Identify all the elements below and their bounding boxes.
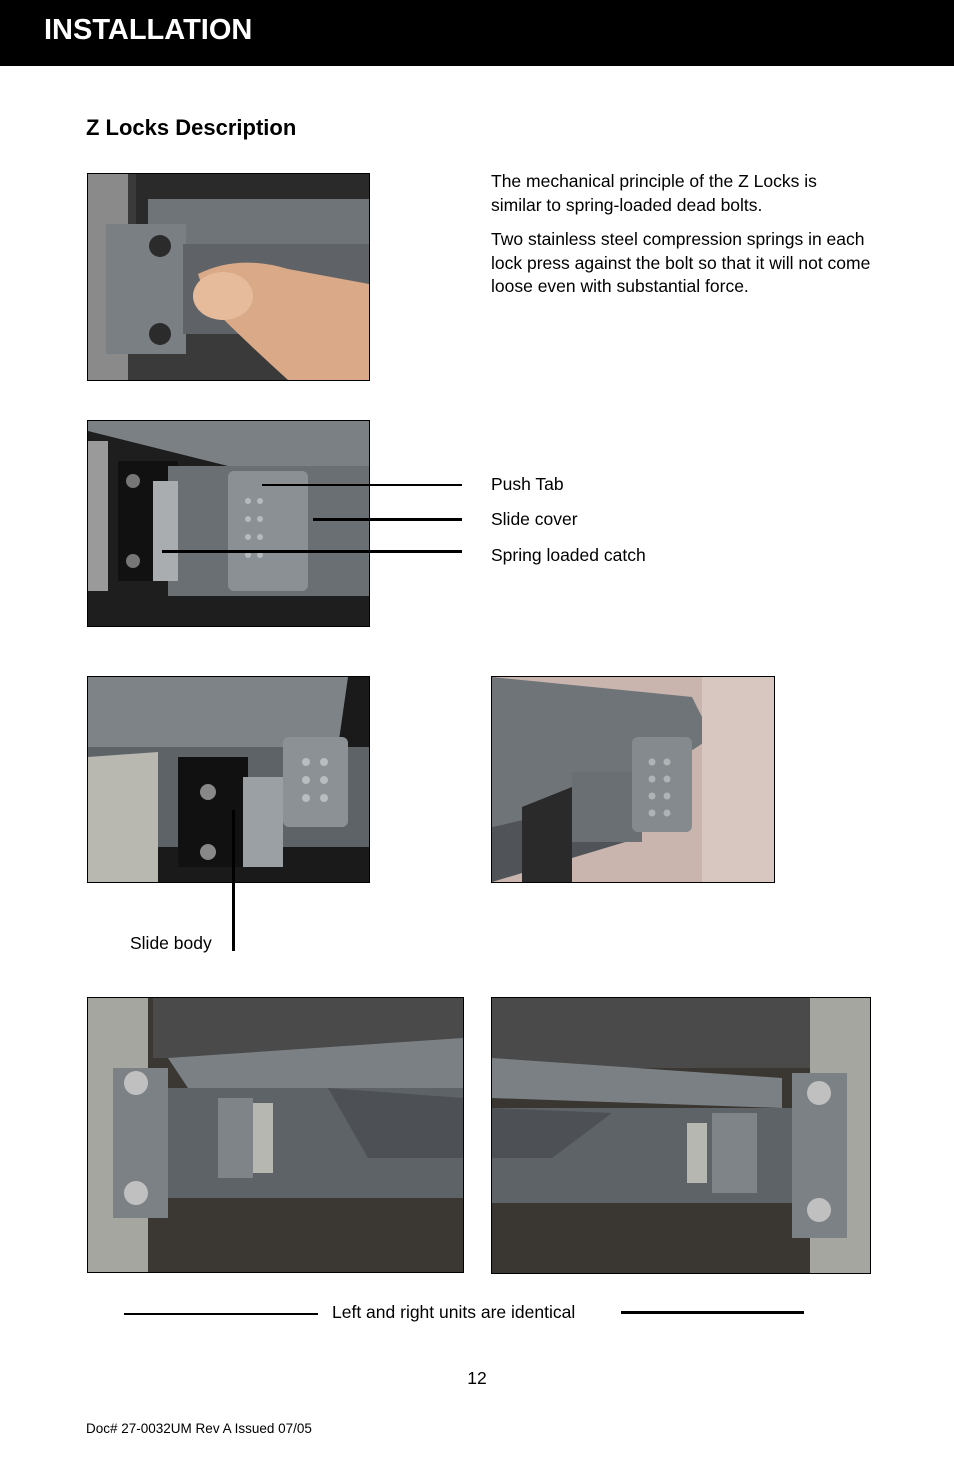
doc-id: Doc# 27-0032UM Rev A Issued 07/05 [86,1421,312,1436]
caption-left-rule [124,1313,318,1315]
slide-cover-label: Slide cover [491,509,578,529]
header-title: INSTALLATION [44,14,253,46]
page-header [0,0,954,66]
description-paragraph-2: Two stainless steel compression springs in each lock press against the bolt so that it will not come loose even with substantial force. [491,229,871,296]
photo-lock-components [87,420,370,627]
photo-lock-side-view [491,676,775,883]
photo-finger-pressing-lock [87,173,370,381]
caption-text: Left and right units are identical [332,1302,576,1322]
section-title: Z Locks Description [86,115,297,140]
push-tab-label: Push Tab [491,474,564,494]
spring-loaded-catch-label: Spring loaded catch [491,545,646,565]
slide-body-label: Slide body [130,933,212,953]
photo-slide-body [87,676,370,883]
spring-loaded-catch-callout-line [162,550,462,553]
description-paragraph-1: The mechanical principle of the Z Locks is similar to spring-loaded dead bolts. [491,171,817,215]
photo-right-unit [491,997,871,1274]
push-tab-callout-line [262,484,462,486]
photo-left-unit [87,997,464,1273]
page-number: 12 [467,1368,487,1388]
slide-cover-callout-line [313,518,462,521]
slide-body-callout-line [232,810,235,951]
caption-right-rule [621,1311,804,1314]
